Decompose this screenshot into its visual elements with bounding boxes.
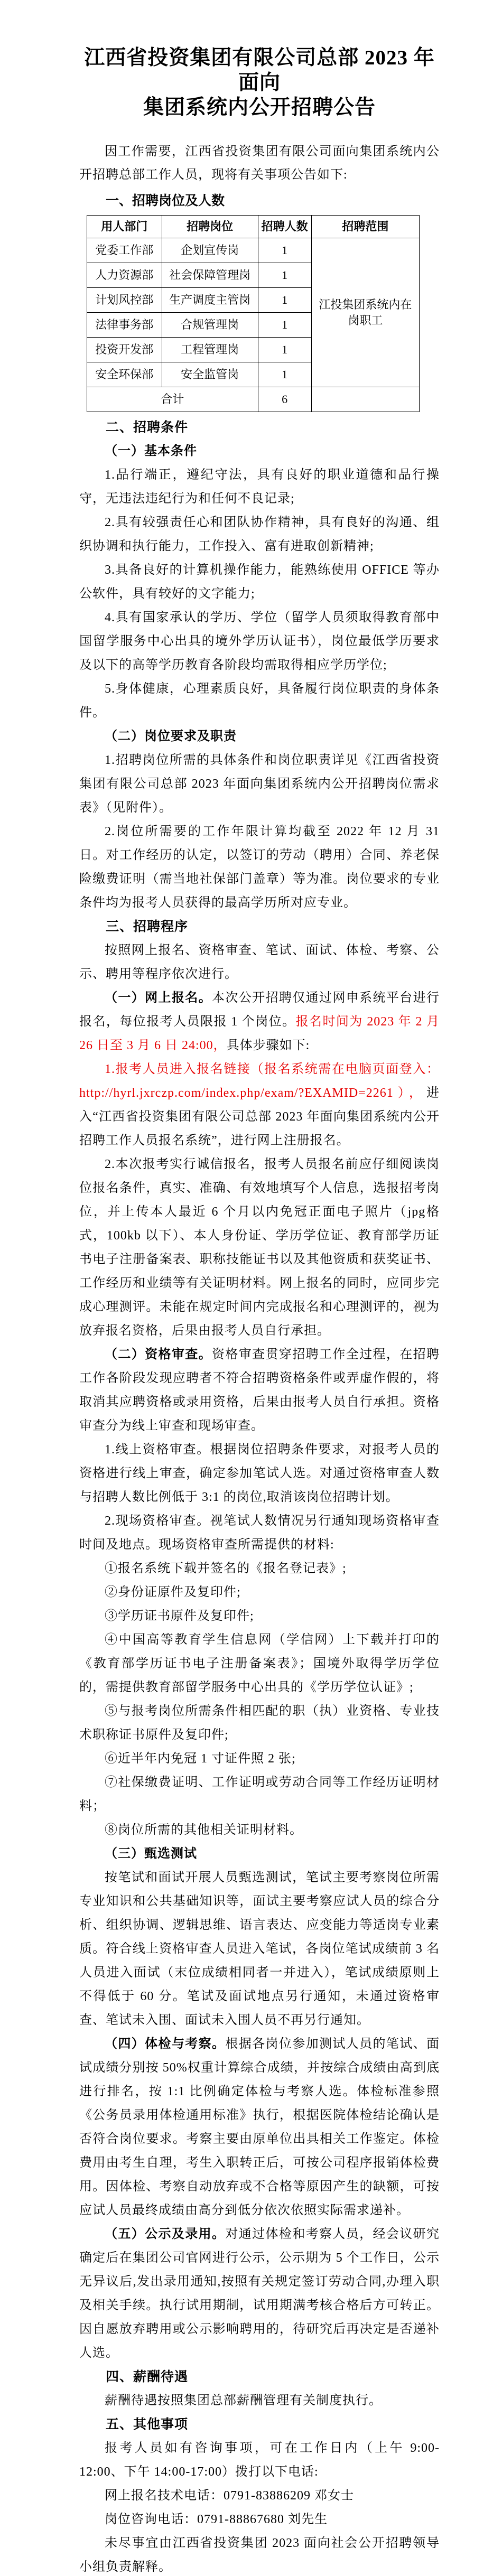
dept-cell: 人力资源部: [87, 263, 162, 288]
basic-condition-item: 2.具有较强责任心和团队协作精神，具有良好的沟通、组织协调和执行能力，工作投入、富有进取创新精神;: [79, 516, 440, 553]
post-phone-line: 岗位咨询电话：0791-88867680 刘先生: [105, 2513, 328, 2526]
header-count: 招聘人数: [258, 216, 311, 238]
selection-test-paragraph: 按笔试和面试开展人员甄选测试，笔试主要考察岗位所需专业知识和公共基础知识等，面试主要考察应试人员的综合分析、组织协调、逻辑思维、语言表达、应变能力等适岗专业素质。符合线上资格审查人员进入笔试，各岗位笔试成绩前 3 名人员进入面试（末位成绩相同者一并进入），笔试成绩原则上不得低于 60 分。笔试及面试地点另行通知，未通过资格审查、笔试未入围、面试未入围人员不再另行通知。: [79, 1871, 440, 2027]
post-cell: 企划宣传岗: [162, 238, 258, 263]
post-cell: 生产调度主管岗: [162, 288, 258, 313]
selection-test-heading: （三）甄选测试: [105, 1847, 197, 1861]
header-scope: 招聘范围: [311, 216, 419, 238]
apply-step-2: 2.本次报考实行诚信报名，报考人员报名前应仔细阅读岗位报名条件，真实、准确、有效地填写个人信息，选报招考岗位，并上传本人最近 6 个月以内免冠正面电子照片（jpg格式，100kb 以下）、本人身份证、学历学位证、教育部学历证书电子注册备案表、职称技能证书以及其他资质和获奖证书、工作经历和业绩等有关证明材料。网上报名的同时，应同步完成心理测评。未能在规定时间内完成报名和心理测评的，视为放弃报名资格，后果由报考人员自行承担。: [79, 1158, 440, 1338]
section-2-heading: 二、招聘条件: [106, 420, 189, 435]
dept-cell: 党委工作部: [87, 238, 162, 263]
section-4-heading: 四、薪酬待遇: [106, 2369, 189, 2384]
document-content: [79, 0, 440, 2576]
count-cell: 1: [258, 263, 311, 288]
closing-paragraph: 未尽事宜由江西省投资集团 2023 面向社会公开招聘领导小组负责解释。: [79, 2536, 440, 2574]
tech-phone-line: 网上报名技术电话：0791-83886209 邓女士: [105, 2489, 354, 2503]
intro-paragraph: 因工作需要，江西省投资集团有限公司面向集团系统内公开招聘总部工作人员，现将有关事项公告如下:: [79, 145, 440, 182]
post-cell: 工程管理岗: [162, 338, 258, 362]
online-apply-paragraph: [79, 986, 440, 1058]
header-dept: 用人部门: [87, 216, 162, 238]
online-review-item: 1.线上资格审查。根据岗位招聘条件要求，对报考人员的资格进行线上审查，确定参加笔试人选。对通过资格审查人数与招聘人数比例低于 3:1 的岗位,取消该岗位招聘计划。: [79, 1443, 440, 1504]
dept-cell: 安全环保部: [87, 362, 162, 387]
post-cell: 社会保障管理岗: [162, 263, 258, 288]
post-cell: 安全监管岗: [162, 362, 258, 387]
post-requirement-item: 1.招聘岗位所需的具体条件和岗位职责详见《江西省投资集团有限公司总部 2023 年面向集团系统内公开招聘岗位需求表》（见附件）。: [79, 753, 440, 815]
apply-steps-lead: 具体步骤如下:: [226, 1039, 310, 1052]
title-line-1: 江西省投资集团有限公司总部 2023 年面向: [84, 46, 435, 94]
dept-cell: 法律事务部: [87, 313, 162, 338]
onsite-review-item: 2.现场资格审查。视笔试人数情况另行通知现场资格审查时间及地点。现场资格审查所需提供的材料:: [79, 1514, 440, 1552]
material-item: ③学历证书原件及复印件;: [105, 1609, 254, 1623]
apply-deadline-text: 报名时间为 2023 年 2 月 26 日至 3 月 6 日 24:00，: [79, 1015, 440, 1052]
exam-inspect-subheading: （四）体检与考察。: [105, 2037, 226, 2051]
material-item: ②身份证原件及复印件;: [105, 1585, 241, 1599]
header-post: 招聘岗位: [162, 216, 258, 238]
publicity-hire-paragraph: [79, 2223, 440, 2365]
procedure-intro: 按照网上报名、资格审查、笔试、面试、体检、考察、公示、聘用等程序依次进行。: [79, 944, 440, 981]
publicity-hire-subheading: （五）公示及录用。: [105, 2227, 226, 2241]
material-item: ⑧岗位所需的其他相关证明材料。: [105, 1823, 303, 1837]
section-2-2-heading: （二）岗位要求及职责: [105, 730, 237, 743]
material-item: ①报名系统下载并签名的《报名登记表》;: [105, 1562, 347, 1575]
table-total-row: [87, 387, 420, 412]
post-requirement-item: 2.岗位所需要的工作年限计算均截至 2022 年 12 月 31 日。对工作经历的认定，以签订的劳动（聘用）合同、养老保险缴费证明（需当地社保部门盖章）等为准。岗位要求的专业条件均为报考人员获得的最高学历所对应专业。: [79, 825, 440, 910]
qualification-review-subheading: （二）资格审查。: [105, 1348, 212, 1361]
section-1-heading: 一、招聘岗位及人数: [106, 193, 225, 208]
exam-inspect-paragraph: [79, 2032, 440, 2223]
count-cell: 1: [258, 338, 311, 362]
online-apply-subheading: （一）网上报名。: [105, 991, 212, 1005]
online-apply-text: 本次公开招聘仅通过网申系统平台进行报名，每位报考人员限报 1 个岗位。: [79, 991, 440, 1029]
apply-step-1-rest: 进入“江西省投资集团有限公司总部 2023 年面向集团系统内公开招聘工作人员报名系统”，进行网上注册报名。: [79, 1086, 440, 1147]
section-5-heading: 五、其他事项: [106, 2417, 189, 2432]
total-label-cell: 合计: [87, 387, 258, 412]
count-cell: 1: [258, 238, 311, 263]
qualification-review-paragraph: [79, 1343, 440, 1438]
section-2-1-heading: （一）基本条件: [105, 444, 197, 458]
table-header-row: [87, 216, 420, 238]
scope-cell: 江投集团系统内在岗职工: [311, 238, 419, 387]
section-3-heading: 三、招聘程序: [106, 919, 189, 934]
signup-url-text: 1.报考人员进入报名链接（报名系统需在电脑页面登入：http://hyrl.jxrczp.com/index.php/exam/?EXAMID=2261），: [79, 1062, 440, 1100]
publicity-hire-text: 对通过体检和考察人员，经会议研究确定后在集团公司官网进行公示，公示期为 5 个工作日，公示无异议后,发出录用通知,按照有关规定签订劳动合同,办理入职及相关手续。执行试用期制，试用期满考核合格后方可转正。因自愿放弃聘用或公示影响聘用的，待研究后再决定是否递补人选。: [79, 2227, 440, 2360]
basic-condition-item: 1.品行端正，遵纪守法，具有良好的职业道德和品行操守，无违法违纪行为和任何不良记录;: [79, 468, 440, 506]
material-item: ⑦社保缴费证明、工作证明或劳动合同等工作经历证明材料；: [79, 1776, 440, 1813]
basic-condition-item: 5.身体健康，心理素质良好，具备履行岗位职责的身体条件。: [79, 682, 440, 720]
title-line-2: 集团系统内公开招聘公告: [143, 96, 376, 119]
post-cell: 合规管理岗: [162, 313, 258, 338]
material-item: ⑤与报考岗位所需条件相匹配的职（执）业资格、专业技术职称证书原件及复印件;: [79, 1704, 440, 1742]
dept-cell: 投资开发部: [87, 338, 162, 362]
apply-step-1: [79, 1058, 440, 1153]
count-cell: 1: [258, 288, 311, 313]
count-cell: 1: [258, 362, 311, 387]
table-row: [87, 238, 420, 263]
recruitment-table: [87, 215, 420, 412]
dept-cell: 计划风控部: [87, 288, 162, 313]
contact-paragraph: 报考人员如有咨询事项，可在工作日内（上午 9:00-12:00、下午 14:00-17:00）拨打以下电话:: [79, 2441, 440, 2479]
basic-condition-item: 3.具备良好的计算机操作能力，能熟练使用 OFFICE 等办公软件，具有较好的文字能力;: [79, 563, 440, 601]
count-cell: 1: [258, 313, 311, 338]
total-scope-cell: [311, 387, 419, 412]
total-count-cell: 6: [258, 387, 311, 412]
material-item: ④中国高等教育学生信息网（学信网）上下载并打印的《教育部学历证书电子注册备案表》；国境外取得学历学位的，需提供教育部留学服务中心出具的《学历学位认证》;: [79, 1633, 440, 1694]
material-item: ⑥近半年内免冠 1 寸证件照 2 张;: [105, 1752, 296, 1766]
qualification-review-text: 资格审查贯穿招聘工作全过程，在招聘工作各阶段发现应聘者不符合招聘资格条件或弄虚作假的，将取消其应聘资格或录用资格，后果由报考人员自行承担。资格审查分为线上审查和现场审查。: [79, 1348, 440, 1433]
exam-inspect-text: 根据各岗位参加测试人员的笔试、面试成绩分别按 50%权重计算综合成绩，并按综合成绩由高到底进行排名，按 1:1 比例确定体检与考察人选。体检标准参照《公务员录用体检通用标准》执行，根据医院体检结论确认是否符合岗位要求。考察主要由原单位出具相关工作鉴定。体检费用由考生自理，考生入职转正后，可按公司程序报销体检费用。因体检、考察自动放弃或不合格等原因产生的缺额，可按应试人员最终成绩由高分到低分依次依照实际需求递补。: [79, 2037, 440, 2217]
salary-paragraph: 薪酬待遇按照集团总部薪酬管理有关制度执行。: [105, 2394, 382, 2407]
announcement-title: [79, 45, 440, 120]
basic-condition-item: 4.具有国家承认的学历、学位（留学人员须取得教育部中国留学服务中心出具的境外学历认证书），岗位最低学历要求及以下的高等学历教育各阶段均需取得相应学历学位;: [79, 611, 440, 672]
